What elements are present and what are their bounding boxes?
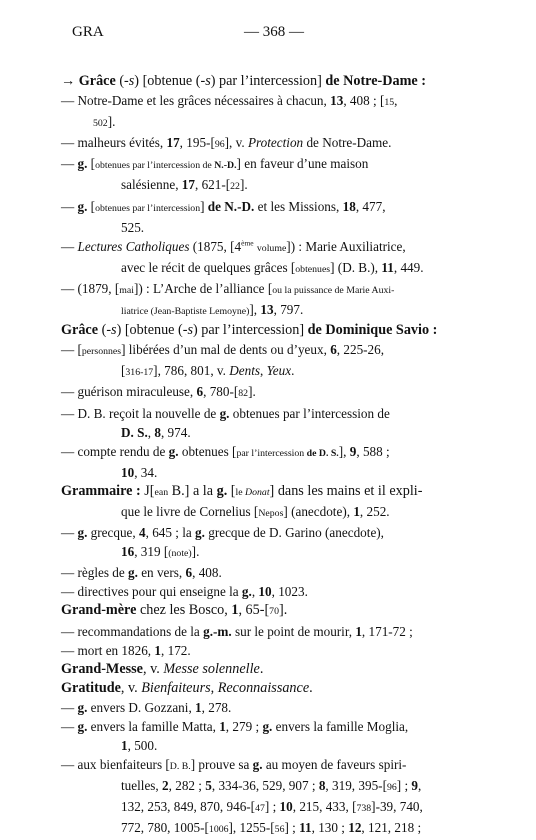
index-line: — (1879, [mai]) : L’Arche de l’alliance [ou la puissance de Marie Auxi- <box>61 280 395 296</box>
index-heading: → Grâce (-s) [obtenue (-s) par l’intercession] de Notre-Dame : <box>61 73 426 89</box>
index-entries <box>61 72 476 840</box>
index-line: — D. B. reçoit la nouvelle de g. obtenues par l’intercession de <box>61 405 390 421</box>
index-line: 502]. <box>93 114 116 130</box>
index-line: avec le récit de quelques grâces [obtenues] (D. B.), 11, 449. <box>121 259 424 275</box>
index-line: 10, 34. <box>121 464 158 480</box>
index-line: — Notre-Dame et les grâces nécessaires à chacun, 13, 408 ; [15, <box>61 93 398 109</box>
index-heading: Grammaire : J[ean B.] a la g. [le Donat] dans les mains et il expli- <box>61 482 423 499</box>
index-line: — g. envers D. Gozzani, 1, 278. <box>61 699 232 715</box>
index-line: — règles de g. en vers, 6, 408. <box>61 565 222 581</box>
index-line: 772, 780, 1005-[1006], 1255-[56] ; 11, 130 ; 12, 121, 218 ; <box>121 820 422 836</box>
index-line: 16, 319 [(note)]. <box>121 544 200 560</box>
index-line: — recommandations de la g.-m. sur le point de mourir, 1, 171-72 ; <box>61 623 413 639</box>
index-line: — compte rendu de g. obtenues [par l’intercession de D. S.], 9, 588 ; <box>61 443 390 459</box>
index-line: 132, 253, 849, 870, 946-[47] ; 10, 215, 433, [738]-39, 740, <box>121 799 423 815</box>
index-line: — g. envers la famille Matta, 1, 279 ; g. envers la famille Moglia, <box>61 719 409 734</box>
index-line: — g. grecque, 4, 645 ; la g. grecque de D. Garino (anecdote), <box>61 525 384 541</box>
index-line: D. S., 8, 974. <box>121 424 191 440</box>
index-heading: Grand-mère chez les Bosco, 1, 65-[70]. <box>61 602 288 619</box>
index-line: — aux bienfaiteurs [D. B.] prouve sa g. au moyen de faveurs spiri- <box>61 757 407 773</box>
index-line: — guérison miraculeuse, 6, 780-[82]. <box>61 384 256 400</box>
index-line: — mort en 1826, 1, 172. <box>61 642 191 658</box>
running-header <box>72 24 476 46</box>
index-line: [316-17], 786, 801, v. Dents, Yeux. <box>121 363 295 379</box>
index-line: que le livre de Cornelius [Nepos] (anecdote), 1, 252. <box>121 503 390 519</box>
index-line: — g. [obtenues par l’intercession] de N.-D. et les Missions, 18, 477, <box>61 198 386 214</box>
index-line: 525. <box>121 219 145 235</box>
index-line: liatrice (Jean-Baptiste Lemoyne)], 13, 797. <box>121 302 304 318</box>
index-heading: Grâce (-s) [obtenue (-s) par l’intercession] de Dominique Savio : <box>61 322 438 339</box>
index-heading: Gratitude, v. Bienfaiteurs, Reconnaissance. <box>61 679 313 696</box>
index-heading: Grand-Messe, v. Messe solennelle. <box>61 660 264 677</box>
page-number: — 368 — <box>244 24 304 40</box>
index-line: — Lectures Catholiques (1875, [4ème volume]) : Marie Auxiliatrice, <box>61 238 406 254</box>
index-line: — directives pour qui enseigne la g., 10, 1023. <box>61 584 308 600</box>
section-letters: GRA <box>72 24 104 40</box>
index-line: — malheurs évités, 17, 195-[96], v. Protection de Notre-Dame. <box>61 135 392 151</box>
index-line: — [personnes] libérées d’un mal de dents ou d’yeux, 6, 225-26, <box>61 342 385 358</box>
index-line: tuelles, 2, 282 ; 5, 334-36, 529, 907 ; 8, 319, 395-[96] ; 9, <box>121 778 422 794</box>
index-line: — g. [obtenues par l’intercession de N.-D.] en faveur d’une maison <box>61 156 369 172</box>
index-line: 1, 500. <box>121 738 158 754</box>
index-line: salésienne, 17, 621-[22]. <box>121 177 248 193</box>
